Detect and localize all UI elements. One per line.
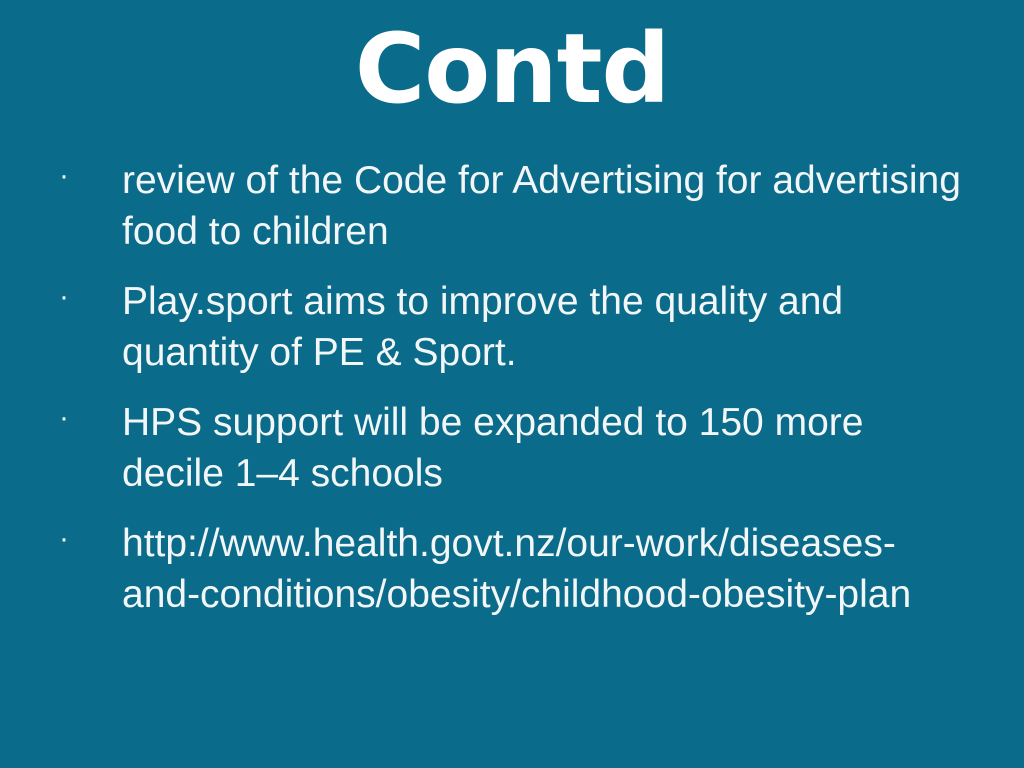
list-item-text: Play.sport aims to improve the quality and quantity of PE & Sport. xyxy=(122,279,844,375)
bullet-point-icon: · xyxy=(59,400,69,434)
list-item xyxy=(40,276,970,379)
list-item xyxy=(40,397,970,500)
list-item-url-text[interactable]: http://www.health.govt.nz/our-work/diseases-and-conditions/obesity/childhood-obesity-plan xyxy=(122,521,912,617)
list-item-text: review of the Code for Advertising for advertising food to children xyxy=(122,159,961,254)
bullet-point-icon: · xyxy=(59,279,69,313)
page-title: Contd xyxy=(354,13,670,125)
list-item-link[interactable] xyxy=(40,518,970,621)
list-item-text: HPS support will be expanded to 150 more decile 1–4 schools xyxy=(122,400,864,496)
bullet-point-icon: · xyxy=(59,521,69,555)
list-item xyxy=(40,155,970,258)
bullet-list xyxy=(40,155,970,639)
bullet-point-icon: · xyxy=(59,159,69,192)
